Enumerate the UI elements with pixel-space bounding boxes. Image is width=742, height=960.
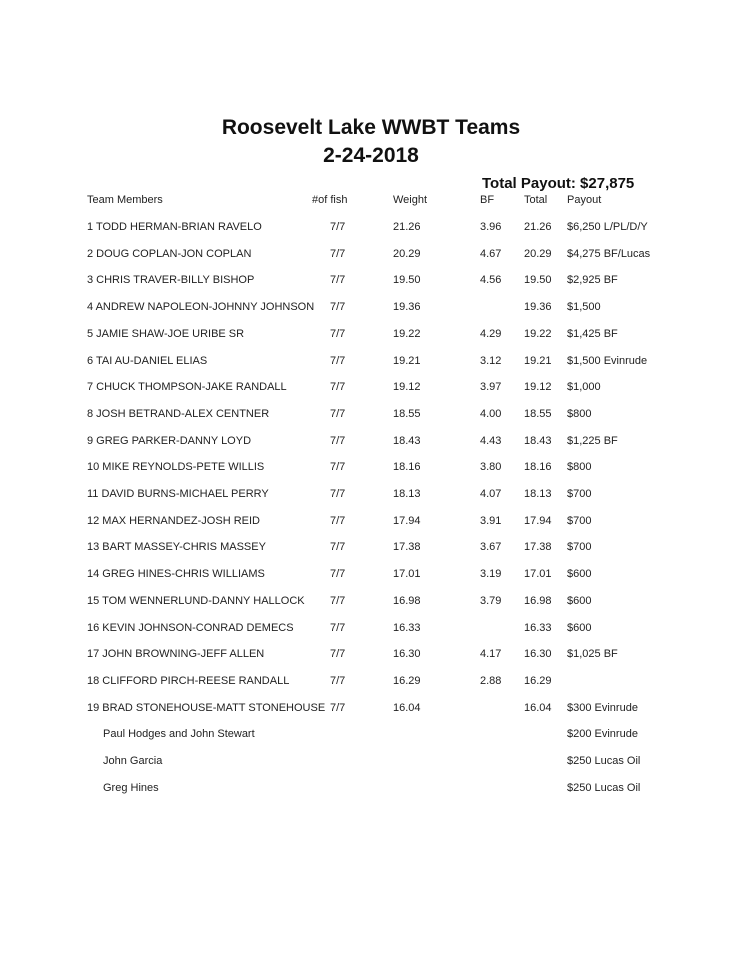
- fish-count-cell: 7/7: [330, 461, 346, 474]
- weight-cell: 19.21: [393, 354, 421, 367]
- payout-cell: $2,925 BF: [567, 274, 618, 287]
- extra-name-cell: Paul Hodges and John Stewart: [103, 728, 255, 741]
- total-weight-cell: 21.26: [524, 221, 552, 233]
- table-row: [0, 568, 742, 588]
- payout-cell: $800: [567, 461, 592, 474]
- table-row: [0, 435, 742, 455]
- total-weight-cell: 16.04: [524, 701, 552, 714]
- total-weight-cell: 16.33: [524, 621, 552, 634]
- total-weight-cell: 19.22: [524, 327, 552, 340]
- fish-count-cell: 7/7: [330, 274, 346, 287]
- weight-cell: 19.36: [393, 301, 421, 314]
- payout-cell: $700: [567, 541, 592, 554]
- payout-cell: $200 Evinrude: [567, 728, 638, 741]
- fish-count-cell: 7/7: [330, 327, 346, 340]
- team-name-cell: 13 BART MASSEY-CHRIS MASSEY: [87, 541, 266, 554]
- fish-count-cell: 7/7: [330, 621, 346, 634]
- big-fish-cell: 3.97: [480, 381, 502, 394]
- table-row: [0, 328, 742, 348]
- weight-cell: 16.33: [393, 621, 421, 634]
- weight-cell: 16.29: [393, 674, 421, 687]
- total-weight-cell: 16.29: [524, 674, 552, 687]
- payout-cell: $6,250 L/PL/D/Y: [567, 221, 648, 233]
- big-fish-cell: 3.79: [480, 594, 502, 607]
- weight-cell: 18.16: [393, 461, 421, 474]
- extra-name-cell: John Garcia: [103, 755, 163, 767]
- total-payout: Total Payout: $27,875: [482, 175, 635, 192]
- header-weight: Weight: [393, 194, 428, 206]
- total-weight-cell: 16.30: [524, 648, 552, 661]
- table-row: [0, 381, 742, 401]
- big-fish-cell: 4.17: [480, 648, 502, 661]
- team-name-cell: 1 TODD HERMAN-BRIAN RAVELO: [87, 221, 262, 233]
- fish-count-cell: 7/7: [330, 488, 346, 500]
- team-name-cell: 7 CHUCK THOMPSON-JAKE RANDALL: [87, 381, 287, 394]
- big-fish-cell: 4.56: [480, 274, 502, 287]
- total-weight-cell: 19.36: [524, 301, 552, 314]
- table-row: [0, 515, 742, 535]
- weight-cell: 16.30: [393, 648, 421, 661]
- big-fish-cell: 4.67: [480, 247, 502, 260]
- header-total: Total: [524, 194, 548, 206]
- total-weight-cell: 18.55: [524, 407, 552, 420]
- table-row: [0, 541, 742, 561]
- weight-cell: 20.29: [393, 247, 421, 260]
- big-fish-cell: 3.91: [480, 514, 502, 527]
- total-weight-cell: 18.13: [524, 488, 552, 500]
- big-fish-cell: 4.00: [480, 407, 502, 420]
- payout-cell: $700: [567, 488, 592, 500]
- table-row: [0, 702, 742, 722]
- fish-count-cell: 7/7: [330, 301, 346, 314]
- team-name-cell: 6 TAI AU-DANIEL ELIAS: [87, 354, 208, 367]
- fish-count-cell: 7/7: [330, 354, 346, 367]
- weight-cell: 18.13: [393, 488, 421, 500]
- weight-cell: 21.26: [393, 221, 421, 233]
- payout-cell: $1,500 Evinrude: [567, 354, 648, 367]
- weight-cell: 19.22: [393, 327, 421, 340]
- fish-count-cell: 7/7: [330, 407, 346, 420]
- team-name-cell: 16 KEVIN JOHNSON-CONRAD DEMECS: [87, 621, 294, 634]
- fish-count-cell: 7/7: [330, 568, 346, 581]
- payout-cell: $1,000: [567, 381, 601, 394]
- document-date: 2-24-2018: [323, 144, 419, 167]
- table-row: [0, 221, 742, 241]
- payout-cell: $1,225 BF: [567, 434, 618, 447]
- weight-cell: 18.55: [393, 407, 421, 420]
- total-weight-cell: 19.50: [524, 274, 552, 287]
- payout-cell: $4,275 BF/Lucas: [567, 247, 651, 260]
- payout-cell: $1,500: [567, 301, 601, 314]
- table-row: [0, 461, 742, 481]
- fish-count-cell: 7/7: [330, 221, 346, 233]
- team-name-cell: 14 GREG HINES-CHRIS WILLIAMS: [87, 568, 265, 581]
- total-weight-cell: 17.01: [524, 568, 552, 581]
- weight-cell: 19.50: [393, 274, 421, 287]
- team-name-cell: 11 DAVID BURNS-MICHAEL PERRY: [87, 488, 269, 500]
- big-fish-cell: 4.07: [480, 488, 502, 500]
- fish-count-cell: 7/7: [330, 648, 346, 661]
- total-weight-cell: 17.94: [524, 514, 552, 527]
- big-fish-cell: 3.19: [480, 568, 502, 581]
- weight-cell: 16.98: [393, 594, 421, 607]
- team-name-cell: 15 TOM WENNERLUND-DANNY HALLOCK: [87, 594, 305, 607]
- table-row: [0, 301, 742, 321]
- payout-cell: $600: [567, 568, 592, 581]
- table-row: [0, 408, 742, 428]
- big-fish-cell: 4.29: [480, 327, 502, 340]
- payout-cell: $300 Evinrude: [567, 701, 638, 714]
- weight-cell: 18.43: [393, 434, 421, 447]
- fish-count-cell: 7/7: [330, 594, 346, 607]
- team-name-cell: 2 DOUG COPLAN-JON COPLAN: [87, 247, 252, 260]
- fish-count-cell: 7/7: [330, 434, 346, 447]
- extra-payout-row: [0, 782, 742, 802]
- fish-count-cell: 7/7: [330, 247, 346, 260]
- weight-cell: 17.94: [393, 514, 421, 527]
- fish-count-cell: 7/7: [330, 701, 346, 714]
- fish-count-cell: 7/7: [330, 514, 346, 527]
- table-row: [0, 248, 742, 268]
- table-row: [0, 648, 742, 668]
- document-title: Roosevelt Lake WWBT Teams: [221, 116, 521, 139]
- total-weight-cell: 17.38: [524, 541, 552, 554]
- extra-payout-row: [0, 728, 742, 748]
- big-fish-cell: 2.88: [480, 674, 502, 687]
- table-row: [0, 622, 742, 642]
- weight-cell: 19.12: [393, 381, 421, 394]
- table-row: [0, 595, 742, 615]
- big-fish-cell: 3.67: [480, 541, 502, 554]
- weight-cell: 16.04: [393, 701, 421, 714]
- payout-cell: $250 Lucas Oil: [567, 781, 641, 794]
- header-bf: BF: [480, 194, 495, 206]
- payout-cell: $250 Lucas Oil: [567, 755, 641, 767]
- team-name-cell: 5 JAMIE SHAW-JOE URIBE SR: [87, 327, 245, 340]
- payout-cell: $1,425 BF: [567, 327, 618, 340]
- big-fish-cell: 3.96: [480, 221, 502, 233]
- payout-cell: $1,025 BF: [567, 648, 618, 661]
- payout-cell: $800: [567, 407, 592, 420]
- team-name-cell: 9 GREG PARKER-DANNY LOYD: [87, 434, 252, 447]
- total-weight-cell: 20.29: [524, 247, 552, 260]
- extra-payout-row: [0, 755, 742, 775]
- team-name-cell: 10 MIKE REYNOLDS-PETE WILLIS: [87, 461, 265, 474]
- payout-cell: $700: [567, 514, 592, 527]
- weight-cell: 17.38: [393, 541, 421, 554]
- weight-cell: 17.01: [393, 568, 421, 581]
- extra-name-cell: Greg Hines: [103, 781, 159, 794]
- team-name-cell: 3 CHRIS TRAVER-BILLY BISHOP: [87, 274, 255, 287]
- table-row: [0, 488, 742, 508]
- header-fish: #of fish: [312, 194, 348, 206]
- payout-cell: $600: [567, 621, 592, 634]
- team-name-cell: 12 MAX HERNANDEZ-JOSH REID: [87, 514, 260, 527]
- table-row: [0, 675, 742, 695]
- big-fish-cell: 3.12: [480, 354, 502, 367]
- fish-count-cell: 7/7: [330, 674, 346, 687]
- total-weight-cell: 16.98: [524, 594, 552, 607]
- fish-count-cell: 7/7: [330, 381, 346, 394]
- header-team-members: Team Members: [87, 194, 163, 206]
- table-row: [0, 355, 742, 375]
- team-name-cell: 17 JOHN BROWNING-JEFF ALLEN: [87, 648, 265, 661]
- total-weight-cell: 19.12: [524, 381, 552, 394]
- team-name-cell: 18 CLIFFORD PIRCH-REESE RANDALL: [87, 674, 290, 687]
- total-weight-cell: 19.21: [524, 354, 552, 367]
- table-row: [0, 274, 742, 294]
- big-fish-cell: 3.80: [480, 461, 502, 474]
- team-name-cell: 19 BRAD STONEHOUSE-MATT STONEHOUSE: [87, 701, 326, 714]
- team-name-cell: 8 JOSH BETRAND-ALEX CENTNER: [87, 407, 270, 420]
- total-weight-cell: 18.43: [524, 434, 552, 447]
- payout-cell: $600: [567, 594, 592, 607]
- team-name-cell: 4 ANDREW NAPOLEON-JOHNNY JOHNSON: [87, 301, 315, 314]
- header-payout: Payout: [567, 194, 602, 206]
- big-fish-cell: 4.43: [480, 434, 502, 447]
- fish-count-cell: 7/7: [330, 541, 346, 554]
- total-weight-cell: 18.16: [524, 461, 552, 474]
